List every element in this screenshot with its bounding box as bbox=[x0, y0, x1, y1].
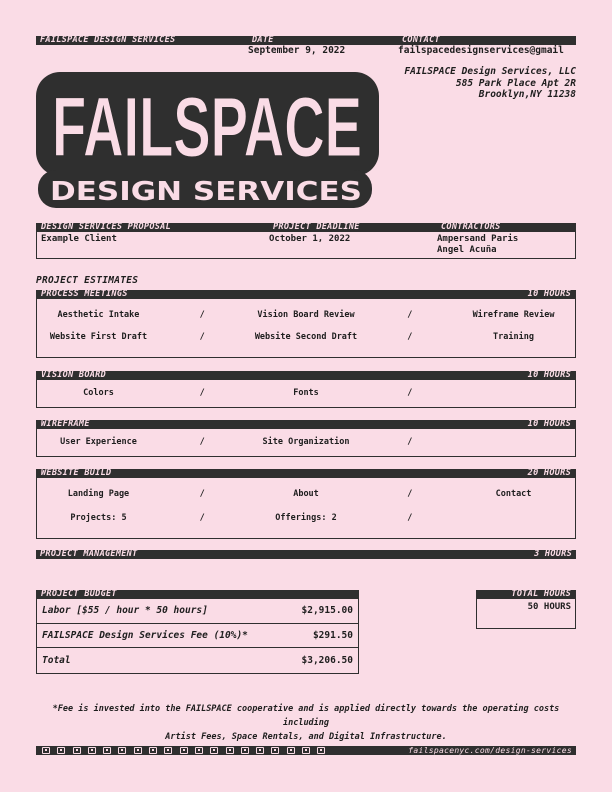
build-row-1 bbox=[37, 483, 575, 505]
budget-row-labor bbox=[37, 599, 358, 624]
vision-title: VISION BOARD bbox=[41, 371, 107, 380]
management-hours: 3 HOURS bbox=[534, 550, 572, 559]
separator: / bbox=[407, 310, 413, 320]
address-line2: 585 Park Place Apt 2R bbox=[455, 77, 576, 89]
process-row-2 bbox=[37, 326, 575, 348]
budget-value: $291.50 bbox=[312, 629, 353, 641]
build-hours: 20 HOURS bbox=[527, 469, 571, 478]
budget-label: FAILSPACE Design Services Fee (10%)* bbox=[42, 629, 248, 641]
task-item: Vision Board Review bbox=[257, 310, 355, 320]
wireframe-bar bbox=[37, 420, 575, 429]
date-value: September 9, 2022 bbox=[248, 45, 346, 56]
contact-email[interactable]: failspacedesignservices@gmail bbox=[398, 45, 564, 56]
task-item: Website First Draft bbox=[49, 332, 148, 342]
separator: / bbox=[407, 437, 413, 447]
build-title: WEBSITE BUILD bbox=[41, 469, 112, 478]
section-project-management bbox=[36, 550, 576, 559]
section-website-build bbox=[36, 469, 576, 539]
proposal-header-bar bbox=[37, 223, 575, 232]
footer-bar bbox=[36, 746, 576, 755]
separator: / bbox=[407, 489, 413, 499]
task-item: Training bbox=[493, 332, 534, 342]
task-item: Projects: 5 bbox=[70, 513, 127, 523]
camera-icon bbox=[241, 747, 249, 754]
camera-icon bbox=[118, 747, 126, 754]
task-item: Website Second Draft bbox=[254, 332, 358, 342]
separator: / bbox=[199, 489, 205, 499]
footer-url[interactable]: failspacenyc.com/design-services bbox=[408, 746, 572, 755]
process-bar bbox=[37, 290, 575, 299]
process-row-1 bbox=[37, 304, 575, 326]
vision-hours: 10 HOURS bbox=[527, 371, 571, 380]
budget-row-fee bbox=[37, 624, 358, 649]
camera-icon bbox=[103, 747, 111, 754]
contractors-list bbox=[437, 234, 518, 255]
build-row-2 bbox=[37, 507, 575, 529]
contractor-1: Ampersand Paris bbox=[437, 234, 519, 244]
section-vision-board bbox=[36, 371, 576, 408]
budget-value: $2,915.00 bbox=[301, 605, 353, 617]
management-title: PROJECT MANAGEMENT bbox=[40, 550, 138, 559]
task-item: Fonts bbox=[293, 388, 319, 398]
separator: / bbox=[199, 388, 205, 398]
logo-word-failspace: FAILSPACE bbox=[52, 80, 362, 174]
separator: / bbox=[407, 388, 413, 398]
camera-icon bbox=[317, 747, 325, 754]
task-item: User Experience bbox=[60, 437, 137, 447]
separator: / bbox=[407, 332, 413, 342]
vision-row-1 bbox=[37, 382, 575, 404]
contact-label: CONTACT bbox=[398, 36, 576, 45]
camera-icon bbox=[271, 747, 279, 754]
total-hours-label: TOTAL HOURS bbox=[477, 590, 575, 599]
budget-value: $3,206.50 bbox=[301, 654, 353, 666]
footnote-line2: Artist Fees, Space Rentals, and Digital Infrastructure. bbox=[165, 732, 447, 742]
deadline-label: PROJECT DEADLINE bbox=[273, 223, 360, 232]
proposal-info bbox=[36, 223, 576, 259]
deadline-value: October 1, 2022 bbox=[269, 234, 351, 244]
contractor-2: Angel Acuña bbox=[437, 244, 497, 255]
footer-icon-row bbox=[42, 747, 325, 754]
proposal-label: DESIGN SERVICES PROPOSAL bbox=[41, 223, 172, 232]
budget-row-total bbox=[37, 648, 358, 673]
separator: / bbox=[199, 513, 205, 523]
wireframe-title: WIREFRAME bbox=[41, 420, 90, 429]
task-item: Colors bbox=[83, 388, 114, 398]
camera-icon bbox=[149, 747, 157, 754]
task-item: Aesthetic Intake bbox=[57, 310, 140, 320]
total-hours-value: 50 HOURS bbox=[527, 602, 571, 612]
camera-icon bbox=[164, 747, 172, 754]
camera-icon bbox=[73, 747, 81, 754]
budget-label: Labor [$55 / hour * 50 hours] bbox=[42, 605, 208, 617]
wireframe-hours: 10 HOURS bbox=[527, 420, 571, 429]
section-process-meetings bbox=[36, 290, 576, 358]
company-address bbox=[404, 66, 576, 101]
camera-icon bbox=[302, 747, 310, 754]
separator: / bbox=[199, 310, 205, 320]
client-name: Example Client bbox=[41, 234, 117, 244]
camera-icon bbox=[226, 747, 234, 754]
failspace-logo bbox=[36, 70, 381, 214]
management-bar bbox=[36, 550, 576, 559]
fee-footnote bbox=[36, 702, 576, 744]
camera-icon bbox=[134, 747, 142, 754]
contractors-label: CONTRACTORS bbox=[441, 223, 501, 232]
date-label: DATE bbox=[248, 36, 398, 45]
separator: / bbox=[407, 513, 413, 523]
process-title: PROCESS MEETINGS bbox=[41, 290, 128, 299]
separator: / bbox=[199, 332, 205, 342]
camera-icon bbox=[180, 747, 188, 754]
task-item: Site Organization bbox=[262, 437, 350, 447]
task-item: Contact bbox=[495, 489, 532, 499]
section-wireframe bbox=[36, 420, 576, 457]
task-item: Landing Page bbox=[67, 489, 130, 499]
header-date bbox=[248, 36, 398, 56]
camera-icon bbox=[256, 747, 264, 754]
build-bar bbox=[37, 469, 575, 478]
budget-title: PROJECT BUDGET bbox=[37, 590, 358, 599]
process-hours: 10 HOURS bbox=[527, 290, 571, 299]
budget-label: Total bbox=[42, 654, 71, 666]
camera-icon bbox=[195, 747, 203, 754]
footnote-line1: *Fee is invested into the FAILSPACE cooperative and is applied directly towards the operating costs including bbox=[52, 704, 560, 728]
camera-icon bbox=[287, 747, 295, 754]
header-company bbox=[36, 36, 248, 45]
logo-word-design-services: DESIGN SERVICES bbox=[50, 177, 362, 207]
separator: / bbox=[199, 437, 205, 447]
address-line1: FAILSPACE Design Services, LLC bbox=[404, 66, 576, 77]
total-hours-box bbox=[476, 590, 576, 629]
task-item: Offerings: 2 bbox=[275, 513, 337, 523]
company-label: FAILSPACE DESIGN SERVICES bbox=[36, 36, 248, 45]
task-item: Wireframe Review bbox=[472, 310, 555, 320]
proposal-values bbox=[37, 232, 575, 257]
camera-icon bbox=[88, 747, 96, 754]
estimates-title: PROJECT ESTIMATES bbox=[36, 275, 139, 286]
header-contact bbox=[398, 36, 576, 56]
camera-icon bbox=[57, 747, 65, 754]
camera-icon bbox=[210, 747, 218, 754]
address-line3: Brooklyn,NY 11238 bbox=[478, 89, 576, 100]
task-item: About bbox=[293, 489, 319, 499]
wireframe-row-1 bbox=[37, 431, 575, 453]
vision-bar bbox=[37, 371, 575, 380]
project-budget bbox=[36, 590, 359, 674]
camera-icon bbox=[42, 747, 50, 754]
logo-graphic bbox=[36, 70, 381, 210]
